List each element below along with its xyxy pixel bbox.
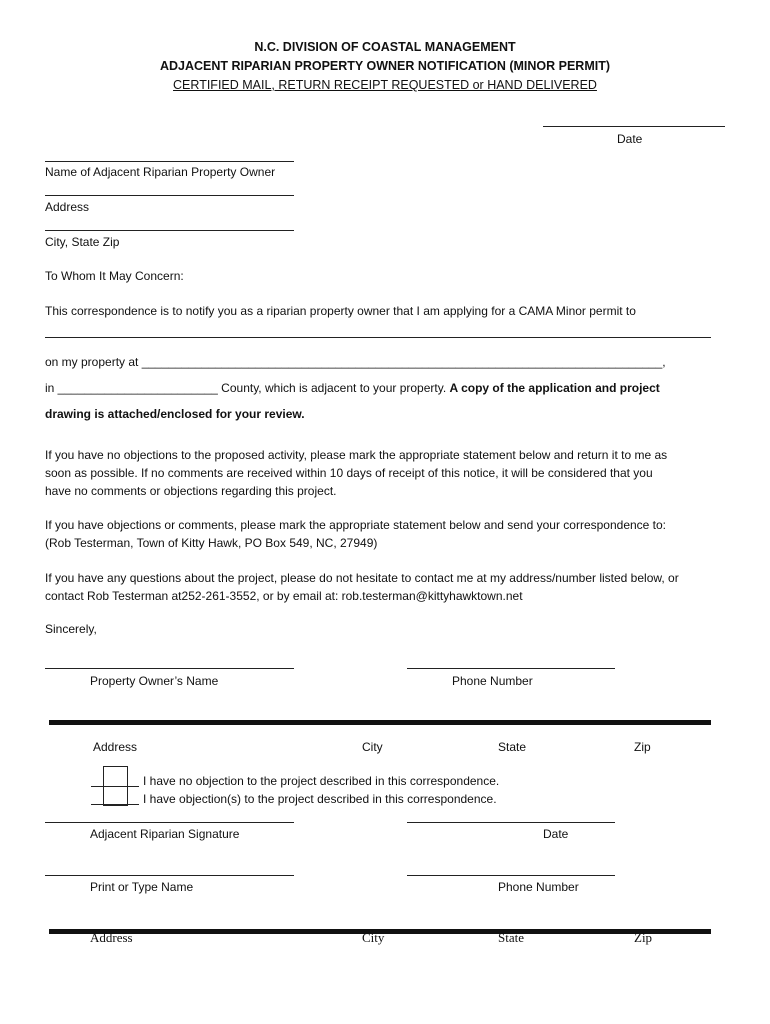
divider-top [49, 720, 711, 725]
para1-line1: If you have no objections to the proposed activity, please mark the appropriate statement below and return it to me as [45, 448, 668, 462]
city-state-zip-line[interactable] [45, 230, 294, 231]
owner-address-label: Address [93, 740, 138, 754]
para1-line3: have no comments or objections regarding this project. [45, 484, 337, 498]
no-objection-checkbox[interactable] [91, 786, 139, 787]
owner-phone-line[interactable] [407, 668, 615, 669]
intro-text: This correspondence is to notify you as a riparian property owner that I am applying for a CAMA Minor permit to [45, 304, 636, 318]
purpose-line[interactable] [45, 337, 711, 338]
copy-notice-2: drawing is attached/enclosed for your review. [45, 407, 305, 421]
riparian-city-label: City [362, 930, 385, 945]
riparian-phone-line[interactable] [407, 875, 615, 876]
header-title: ADJACENT RIPARIAN PROPERTY OWNER NOTIFICATION (MINOR PERMIT) [160, 59, 610, 73]
riparian-date-label: Date [543, 827, 569, 841]
no-objection-text: I have no objection to the project described in this correspondence. [143, 774, 500, 788]
owner-zip-label: Zip [634, 740, 651, 754]
print-name-line[interactable] [45, 875, 294, 876]
owner-name-sig-label: Property Owner’s Name [90, 674, 219, 688]
riparian-address-label: Address [90, 930, 133, 945]
closing: Sincerely, [45, 622, 97, 636]
para1-line2: soon as possible. If no comments are received within 10 days of receipt of this notice, it will be considered that you [45, 466, 653, 480]
header-org: N.C. DIVISION OF COASTAL MANAGEMENT [254, 40, 516, 54]
riparian-state-label: State [498, 930, 524, 945]
address-label: Address [45, 200, 90, 214]
owner-phone-label: Phone Number [452, 674, 533, 688]
para3-line2: contact Rob Testerman at252-261-3552, or by email at: rob.testerman@kittyhawktown.net [45, 589, 523, 603]
objection-text: I have objection(s) to the project described in this correspondence. [143, 792, 497, 806]
address-line[interactable] [45, 195, 294, 196]
owner-city-label: City [362, 740, 383, 754]
county-text: in ________________________ County, which is adjacent to your property. [45, 381, 447, 395]
para2-line2: (Rob Testerman, Town of Kitty Hawk, PO Box 549, NC, 27949) [45, 536, 378, 550]
header-delivery: CERTIFIED MAIL, RETURN RECEIPT REQUESTED or HAND DELIVERED [173, 78, 597, 92]
riparian-phone-label: Phone Number [498, 880, 579, 894]
objection-checkbox[interactable] [91, 804, 139, 805]
property-at-text: on my property at ______________________________________________________________________________, [45, 355, 666, 369]
salutation: To Whom It May Concern: [45, 269, 184, 283]
city-state-zip-label: City, State Zip [45, 235, 120, 249]
print-name-label: Print or Type Name [90, 880, 194, 894]
owner-name-line[interactable] [45, 161, 294, 162]
date-label: Date [617, 132, 643, 146]
riparian-signature-label: Adjacent Riparian Signature [90, 827, 240, 841]
para2-line1: If you have objections or comments, please mark the appropriate statement below and send your correspondence to: [45, 518, 667, 532]
owner-signature-line[interactable] [45, 668, 294, 669]
owner-name-label: Name of Adjacent Riparian Property Owner [45, 165, 276, 179]
owner-state-label: State [498, 740, 527, 754]
para3-line1: If you have any questions about the project, please do not hesitate to contact me at my address/number listed below, or [45, 571, 679, 585]
riparian-zip-label: Zip [634, 930, 653, 945]
riparian-signature-line[interactable] [45, 822, 294, 823]
date-line[interactable] [543, 126, 725, 127]
copy-notice-1: A copy of the application and project [449, 381, 660, 395]
riparian-date-line[interactable] [407, 822, 615, 823]
